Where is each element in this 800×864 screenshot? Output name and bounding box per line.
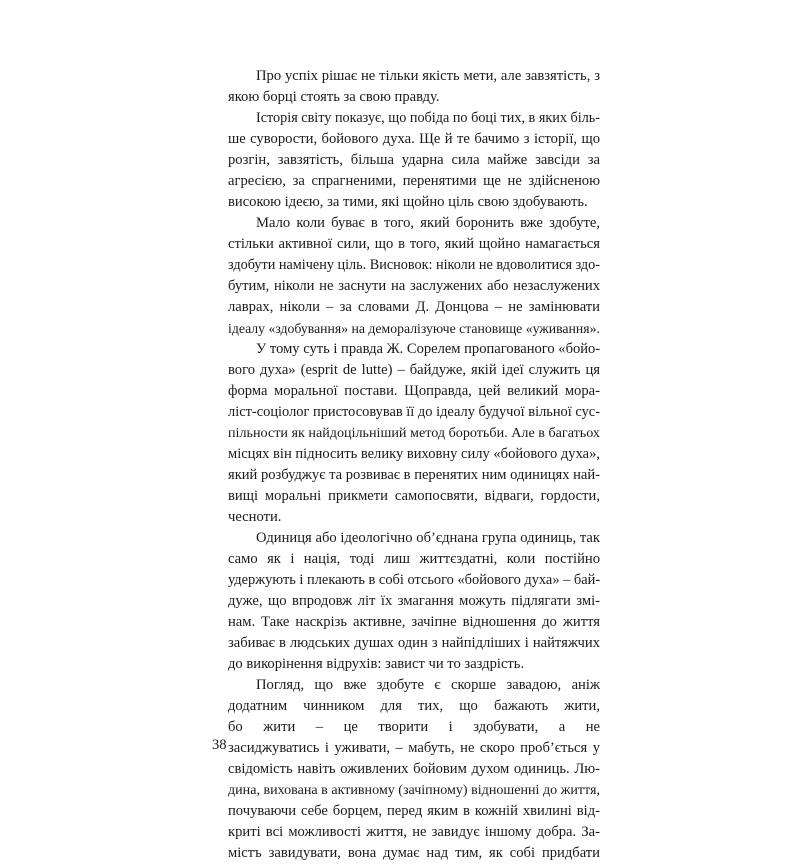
text-line: нам. Таке наскрізь активне, зачіпне відношення до життя	[228, 614, 600, 630]
text-line: пільности як найдоцільніший метод боротьби. Але в багатьох	[228, 425, 600, 441]
text-line: чесноти.	[228, 509, 282, 525]
text-line: почуваючи себе борцем, перед яким в кожній хвилині від-	[228, 803, 600, 819]
text-line: місцях він підносить велику виховну силу «бойового духа»,	[228, 446, 600, 462]
paragraph-6	[228, 675, 600, 864]
text-line: стільки активної сили, що в того, який щойно намагається	[228, 236, 600, 252]
text-line: засиджуватись і уживати, – мабуть, не скоро проб’ється у	[228, 740, 600, 756]
text-line: бутим, ніколи не заснути на заслужених або незаслужених	[228, 278, 600, 294]
text-line: містъ завидувати, вона думає над тим, як собі придбати	[228, 845, 600, 861]
paragraph-5	[228, 528, 600, 675]
text-line: свідомість навіть оживлених бойовим духом одиниць. Лю-	[228, 761, 600, 777]
text-line: агресією, за спрагненими, перенятими ще не здійсненою	[228, 173, 600, 189]
text-line: якою борці стоять за свою правду.	[228, 89, 440, 105]
text-line: дуже, що впродовж літ їх змагання можуть підлягати змі-	[228, 593, 600, 609]
text-line: лаврах, ніколи – за словами Д. Донцова – не замінювати	[228, 299, 600, 315]
text-line: високою ідеєю, за тими, які щойно ціль свою здобувають.	[228, 194, 588, 210]
text-line: до викорінення відрухів: завист чи то заздрість.	[228, 656, 525, 672]
text-line: вищі моральні прикмети самопосвяти, відваги, гордости,	[228, 488, 600, 504]
text-line: вого духа» (esprit de lutte) – байдуже, якій ідеї служить ця	[228, 362, 600, 378]
paragraph-2	[228, 108, 600, 213]
page-number: 38	[212, 737, 227, 753]
text-line: який розбуджує та розвиває в перенятих ним одиницях най-	[228, 467, 600, 483]
paragraph-4	[228, 339, 600, 528]
text-line: удержують і плекають в собі отсього «бойового духа» – бай-	[228, 572, 601, 588]
paragraph-1	[228, 66, 600, 108]
text-line: У тому суть і правда Ж. Сорелем пропагованого «бойо-	[256, 341, 601, 357]
text-line: дина, вихована в активному (зачіпному) відношенні до життя,	[228, 782, 600, 798]
text-line: Мало коли буває в того, який боронить вже здобуте,	[256, 215, 600, 231]
text-line: форма моральної постави. Щоправда, цей великий мора-	[228, 383, 600, 399]
text-line: Історія світу показує, що побіда по боці тих, в яких біль-	[256, 110, 600, 126]
page-text	[228, 66, 600, 864]
text-line: само як і нація, тоді лиш життєздатні, коли постійно	[228, 551, 600, 567]
paragraph-3	[228, 213, 600, 339]
text-line: Про успіх рішає не тільки якість мети, але завзятість, з	[256, 68, 600, 84]
text-line: Одиниця або ідеологічно об’єднана група одиниць, так	[256, 530, 600, 546]
text-line: криті всі можливості життя, не завидує іншому добра. За-	[228, 824, 600, 840]
text-line: ідеалу «здобування» на деморалізуюче становище «уживання».	[228, 321, 600, 336]
text-line: бо жити – це творити і здобувати, а не	[228, 719, 600, 735]
text-line: забиває в людських душах один з найпідліших і найтяжчих	[228, 635, 600, 651]
text-line: ше суворости, бойового духа. Ще й те бачимо з історії, що	[228, 131, 600, 147]
text-line: розгін, завзятість, більша ударна сила майже завсіди за	[228, 152, 600, 168]
text-line: додатним чинником для тих, що бажають жити,	[228, 698, 600, 714]
text-line: здобути намічену ціль. Висновок: ніколи не вдоволитися здо-	[228, 257, 601, 273]
text-line: ліст-соціолог пристосовував її до ідеалу будучої вільної сус-	[228, 404, 601, 420]
text-line: Погляд, що вже здобуте є скорше завадою, аніж	[256, 677, 600, 693]
